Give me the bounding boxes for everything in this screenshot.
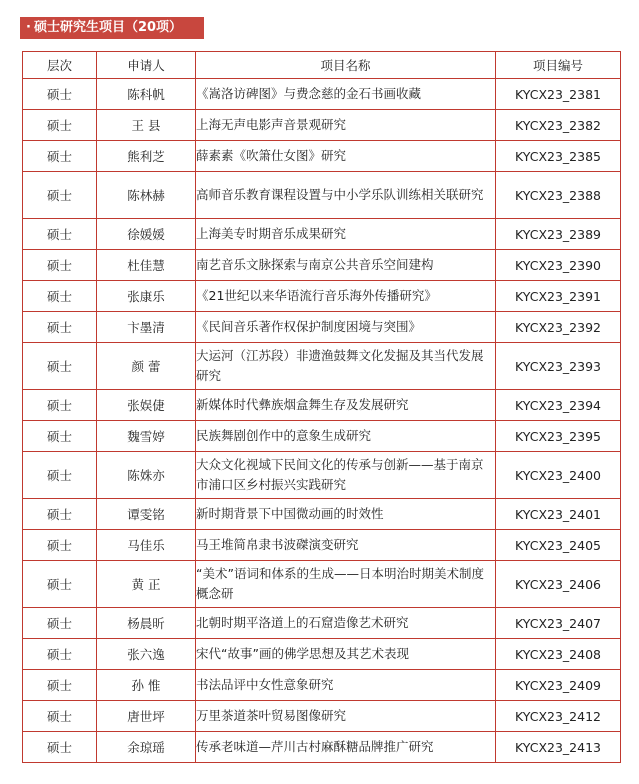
cell-applicant: 杨晨昕 — [97, 608, 196, 639]
header-code: 项目编号 — [496, 52, 621, 79]
table-row — [23, 530, 621, 561]
cell-level: 硕士 — [23, 250, 97, 281]
cell-code: KYCX23_2412 — [496, 701, 621, 732]
table-header-row — [23, 52, 621, 79]
cell-title: 民族舞剧创作中的意象生成研究 — [196, 421, 496, 452]
cell-code: KYCX23_2408 — [496, 639, 621, 670]
cell-level: 硕士 — [23, 281, 97, 312]
cell-title: 北朝时期平洛道上的石窟造像艺术研究 — [196, 608, 496, 639]
cell-applicant: 陈林赫 — [97, 172, 196, 219]
cell-code: KYCX23_2388 — [496, 172, 621, 219]
cell-level: 硕士 — [23, 701, 97, 732]
cell-code: KYCX23_2401 — [496, 499, 621, 530]
table-row — [23, 421, 621, 452]
cell-level: 硕士 — [23, 452, 97, 499]
cell-applicant: 唐世坪 — [97, 701, 196, 732]
table-row — [23, 250, 621, 281]
cell-applicant: 张娱倢 — [97, 390, 196, 421]
cell-applicant: 张六逸 — [97, 639, 196, 670]
cell-applicant: 黄 正 — [97, 561, 196, 608]
table-row — [23, 172, 621, 219]
cell-code: KYCX23_2407 — [496, 608, 621, 639]
cell-title: 新时期背景下中国微动画的时效性 — [196, 499, 496, 530]
cell-level: 硕士 — [23, 141, 97, 172]
header-level: 层次 — [23, 52, 97, 79]
header-title: 项目名称 — [196, 52, 496, 79]
cell-applicant: 王 县 — [97, 110, 196, 141]
cell-level: 硕士 — [23, 219, 97, 250]
cell-level: 硕士 — [23, 110, 97, 141]
cell-level: 硕士 — [23, 732, 97, 763]
cell-applicant: 杜佳慧 — [97, 250, 196, 281]
cell-level: 硕士 — [23, 312, 97, 343]
cell-level: 硕士 — [23, 561, 97, 608]
cell-level: 硕士 — [23, 639, 97, 670]
table-row — [23, 639, 621, 670]
cell-applicant: 孙 惟 — [97, 670, 196, 701]
cell-level: 硕士 — [23, 343, 97, 390]
cell-title: “美术”语词和体系的生成——日本明治时期美术制度概念研 — [196, 561, 496, 608]
cell-code: KYCX23_2406 — [496, 561, 621, 608]
cell-level: 硕士 — [23, 499, 97, 530]
cell-code: KYCX23_2389 — [496, 219, 621, 250]
cell-title: 上海无声电影声音景观研究 — [196, 110, 496, 141]
cell-code: KYCX23_2393 — [496, 343, 621, 390]
table-row — [23, 219, 621, 250]
cell-level: 硕士 — [23, 79, 97, 110]
cell-applicant: 卞墨清 — [97, 312, 196, 343]
cell-applicant: 陈姝亦 — [97, 452, 196, 499]
cell-title: 传承老味道—芹川古村麻酥糖品牌推广研究 — [196, 732, 496, 763]
table-row — [23, 281, 621, 312]
section-header-dot: · — [26, 20, 31, 35]
cell-code: KYCX23_2391 — [496, 281, 621, 312]
table-row — [23, 452, 621, 499]
cell-code: KYCX23_2385 — [496, 141, 621, 172]
cell-level: 硕士 — [23, 608, 97, 639]
table-row — [23, 701, 621, 732]
cell-title: 《嵩洛访碑图》与费念慈的金石书画收藏 — [196, 79, 496, 110]
section-title: 硕士研究生项目（20项） — [33, 20, 183, 35]
cell-title: 宋代“故事”画的佛学思想及其艺术表现 — [196, 639, 496, 670]
cell-code: KYCX23_2395 — [496, 421, 621, 452]
table-row — [23, 110, 621, 141]
cell-title: 薛素素《吹箫仕女图》研究 — [196, 141, 496, 172]
cell-title: 南艺音乐文脉探索与南京公共音乐空间建构 — [196, 250, 496, 281]
cell-title: 马王堆简帛隶书波磔演变研究 — [196, 530, 496, 561]
table-row — [23, 732, 621, 763]
table-row — [23, 608, 621, 639]
cell-level: 硕士 — [23, 670, 97, 701]
cell-title: 高师音乐教育课程设置与中小学乐队训练相关联研究 — [196, 172, 496, 219]
table-row — [23, 499, 621, 530]
header-applicant: 申请人 — [97, 52, 196, 79]
section-header — [20, 17, 204, 39]
cell-code: KYCX23_2390 — [496, 250, 621, 281]
cell-code: KYCX23_2400 — [496, 452, 621, 499]
cell-title: 书法品评中女性意象研究 — [196, 670, 496, 701]
cell-applicant: 徐媛媛 — [97, 219, 196, 250]
cell-level: 硕士 — [23, 530, 97, 561]
cell-title: 《民间音乐著作权保护制度困境与突围》 — [196, 312, 496, 343]
cell-title: 大运河（江苏段）非遗渔鼓舞文化发掘及其当代发展研究 — [196, 343, 496, 390]
table-row — [23, 561, 621, 608]
table-row — [23, 141, 621, 172]
cell-level: 硕士 — [23, 421, 97, 452]
cell-level: 硕士 — [23, 390, 97, 421]
cell-applicant: 熊利芝 — [97, 141, 196, 172]
table-row — [23, 670, 621, 701]
cell-level: 硕士 — [23, 172, 97, 219]
cell-code: KYCX23_2394 — [496, 390, 621, 421]
cell-applicant: 余琼瑶 — [97, 732, 196, 763]
cell-applicant: 马佳乐 — [97, 530, 196, 561]
table-row — [23, 343, 621, 390]
cell-applicant: 谭雯铭 — [97, 499, 196, 530]
table-row — [23, 79, 621, 110]
cell-code: KYCX23_2392 — [496, 312, 621, 343]
cell-title: 上海美专时期音乐成果研究 — [196, 219, 496, 250]
projects-table — [22, 51, 621, 763]
cell-code: KYCX23_2413 — [496, 732, 621, 763]
cell-applicant: 张康乐 — [97, 281, 196, 312]
cell-title: 新媒体时代彝族烟盒舞生存及发展研究 — [196, 390, 496, 421]
cell-title: 大众文化视域下民间文化的传承与创新——基于南京市浦口区乡村振兴实践研究 — [196, 452, 496, 499]
cell-applicant: 陈科帆 — [97, 79, 196, 110]
table-row — [23, 312, 621, 343]
cell-title: 《21世纪以来华语流行音乐海外传播研究》 — [196, 281, 496, 312]
cell-applicant: 魏雪婷 — [97, 421, 196, 452]
cell-title: 万里茶道茶叶贸易图像研究 — [196, 701, 496, 732]
cell-code: KYCX23_2405 — [496, 530, 621, 561]
cell-code: KYCX23_2381 — [496, 79, 621, 110]
cell-code: KYCX23_2382 — [496, 110, 621, 141]
cell-applicant: 颜 蕾 — [97, 343, 196, 390]
cell-code: KYCX23_2409 — [496, 670, 621, 701]
table-row — [23, 390, 621, 421]
